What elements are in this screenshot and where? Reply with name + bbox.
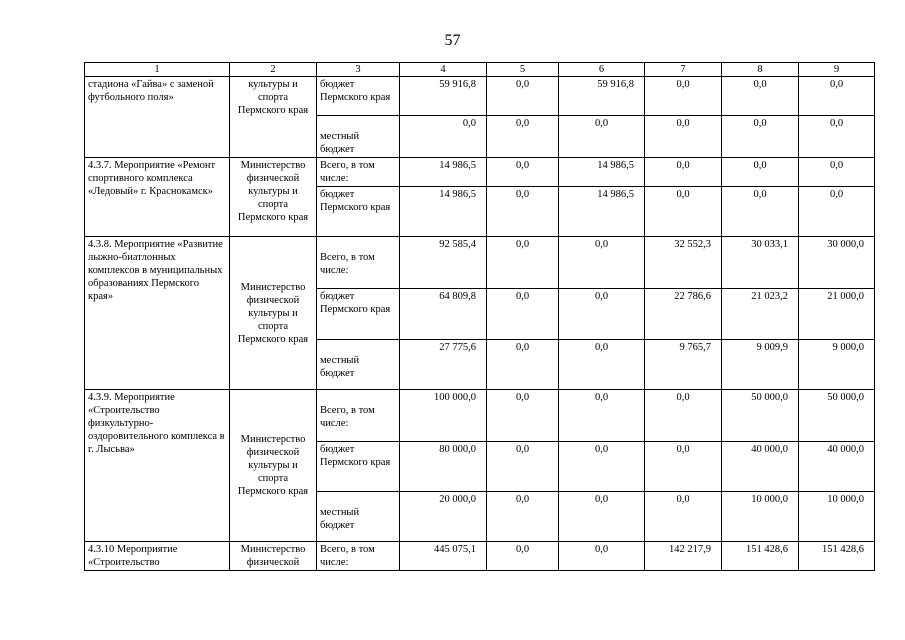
source-cell: Всего, в том числе: [317,237,400,289]
ministry-cell: культуры и спорта Пермского края [230,77,317,158]
column-header: 4 [400,63,487,77]
value-cell: 0,0 [487,542,559,571]
budget-table [84,62,875,571]
column-header: 3 [317,63,400,77]
value-cell: 0,0 [487,116,559,158]
ministry-cell: Министерство физической культуры и спорта Пермского края [230,237,317,390]
value-cell: 0,0 [559,542,645,571]
table-row [85,158,875,187]
column-header: 5 [487,63,559,77]
value-cell: 0,0 [645,390,722,442]
activity-cell: 4.3.7. Мероприятие «Ремонт спортивного комплекса «Ледовый» г. Краснокамск» [85,158,230,237]
column-header: 8 [722,63,799,77]
source-cell: Всего, в том числе: [317,390,400,442]
source-cell: бюджет Пермского края [317,187,400,237]
value-cell: 0,0 [645,442,722,492]
table-row [85,77,875,116]
value-cell: 0,0 [722,116,799,158]
value-cell: 0,0 [559,237,645,289]
value-cell: 0,0 [559,492,645,542]
value-cell: 0,0 [799,77,875,116]
value-cell: 445 075,1 [400,542,487,571]
column-header: 2 [230,63,317,77]
value-cell: 92 585,4 [400,237,487,289]
source-cell: Всего, в том числе: [317,542,400,571]
value-cell: 32 552,3 [645,237,722,289]
value-cell: 10 000,0 [722,492,799,542]
source-cell: местный бюджет [317,116,400,158]
value-cell: 59 916,8 [400,77,487,116]
ministry-cell: Министерство физической культуры и спорта Пермского края [230,158,317,237]
value-cell: 64 809,8 [400,289,487,340]
value-cell: 59 916,8 [559,77,645,116]
value-cell: 0,0 [645,492,722,542]
value-cell: 14 986,5 [400,158,487,187]
value-cell: 151 428,6 [722,542,799,571]
activity-cell: стадиона «Гайва» с заменой футбольного поля» [85,77,230,158]
value-cell: 151 428,6 [799,542,875,571]
value-cell: 0,0 [799,158,875,187]
value-cell: 20 000,0 [400,492,487,542]
value-cell: 0,0 [487,289,559,340]
value-cell: 9 765,7 [645,340,722,390]
source-cell: бюджет Пермского края [317,442,400,492]
value-cell: 0,0 [487,77,559,116]
value-cell: 80 000,0 [400,442,487,492]
source-cell: местный бюджет [317,340,400,390]
value-cell: 0,0 [559,116,645,158]
value-cell: 0,0 [487,442,559,492]
column-header: 6 [559,63,645,77]
value-cell: 0,0 [559,390,645,442]
value-cell: 22 786,6 [645,289,722,340]
column-header: 9 [799,63,875,77]
value-cell: 0,0 [487,237,559,289]
ministry-cell: Министерство физической [230,542,317,571]
value-cell: 0,0 [645,158,722,187]
value-cell: 0,0 [487,187,559,237]
value-cell: 40 000,0 [799,442,875,492]
value-cell: 0,0 [722,77,799,116]
value-cell: 0,0 [722,158,799,187]
activity-cell: 4.3.9. Мероприятие «Строительство физкультурно-оздоровительного комплекса в г. Лысьва» [85,390,230,542]
column-header: 7 [645,63,722,77]
value-cell: 0,0 [799,116,875,158]
value-cell: 21 000,0 [799,289,875,340]
value-cell: 0,0 [799,187,875,237]
value-cell: 9 000,0 [799,340,875,390]
value-cell: 30 000,0 [799,237,875,289]
value-cell: 100 000,0 [400,390,487,442]
value-cell: 0,0 [559,340,645,390]
value-cell: 40 000,0 [722,442,799,492]
value-cell: 50 000,0 [799,390,875,442]
activity-cell: 4.3.8. Мероприятие «Развитие лыжно-биатлонных комплексов в муниципальных образованиях Пермского края» [85,237,230,390]
value-cell: 10 000,0 [799,492,875,542]
source-cell: местный бюджет [317,492,400,542]
column-header: 1 [85,63,230,77]
value-cell: 0,0 [645,187,722,237]
value-cell: 0,0 [487,158,559,187]
value-cell: 9 009,9 [722,340,799,390]
value-cell: 14 986,5 [559,187,645,237]
value-cell: 0,0 [487,340,559,390]
table-row [85,390,875,442]
value-cell: 14 986,5 [400,187,487,237]
value-cell: 0,0 [400,116,487,158]
source-cell: Всего, в том числе: [317,158,400,187]
page-number: 57 [444,32,461,49]
value-cell: 0,0 [645,116,722,158]
value-cell: 142 217,9 [645,542,722,571]
table-row [85,237,875,289]
value-cell: 50 000,0 [722,390,799,442]
value-cell: 0,0 [559,289,645,340]
ministry-cell: Министерство физической культуры и спорта Пермского края [230,390,317,542]
header-row [85,63,875,77]
source-cell: бюджет Пермского края [317,289,400,340]
table-row [85,542,875,571]
value-cell: 0,0 [487,492,559,542]
value-cell: 0,0 [487,390,559,442]
activity-cell: 4.3.10 Мероприятие «Строительство [85,542,230,571]
value-cell: 27 775,6 [400,340,487,390]
value-cell: 0,0 [559,442,645,492]
value-cell: 0,0 [722,187,799,237]
value-cell: 0,0 [645,77,722,116]
value-cell: 21 023,2 [722,289,799,340]
value-cell: 30 033,1 [722,237,799,289]
value-cell: 14 986,5 [559,158,645,187]
source-cell: бюджет Пермского края [317,77,400,116]
